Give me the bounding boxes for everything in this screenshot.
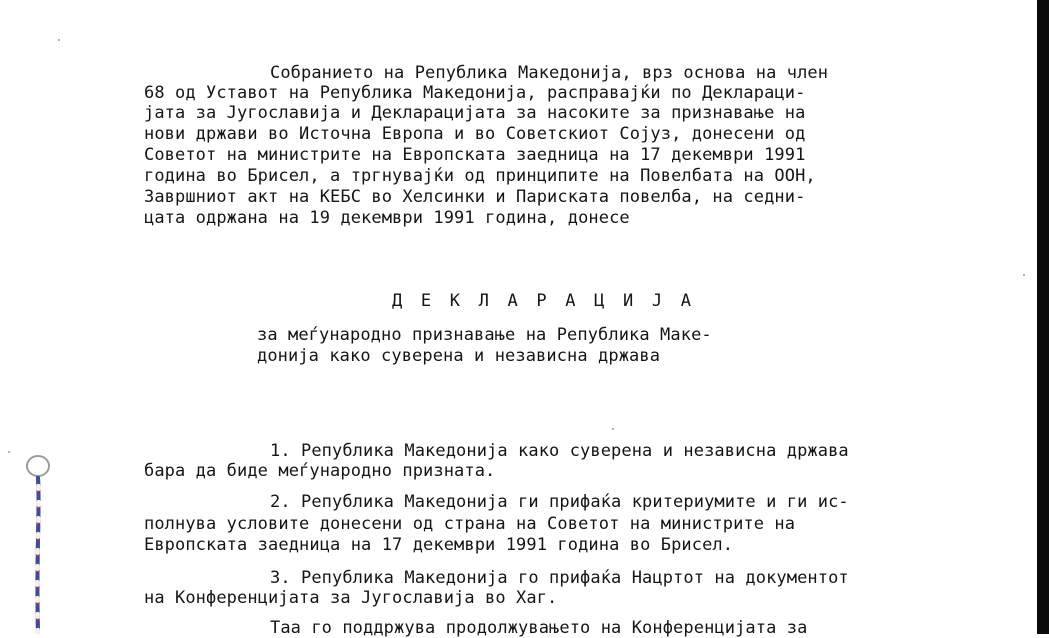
declaration-title: Д Е К Л А Р А Ц И Ј А	[392, 291, 696, 311]
preamble-line: Собранието на Република Македонија, врз основа на член	[270, 63, 829, 83]
point-line: полнува условите донесени од страна на Советот на министрите на	[144, 514, 796, 534]
declaration-subtitle: за меѓународно признавање на Република Маке-	[257, 325, 712, 345]
declaration-subtitle: донија како суверена и независна држава	[257, 346, 661, 366]
binding-cord-icon	[26, 452, 70, 634]
paper-speck	[612, 428, 614, 430]
point-line: Таа го поддржува продолжувањето на Конференцијата за	[270, 618, 808, 638]
paper-speck	[58, 39, 60, 41]
point-line: 3. Република Македонија го прифаќа Нацртот на документот	[270, 568, 849, 588]
preamble-line: Советот на министрите на Европската заедница на 17 декември 1991	[144, 145, 806, 165]
point-line: 1. Република Македонија како суверена и независна држава	[270, 441, 849, 461]
point-line: 2. Република Македонија ги прифаќа критериумите и ги ис-	[270, 492, 849, 512]
point-line: на Конференцијата за Југославија во Хаг.	[144, 588, 558, 608]
preamble-line: нови држави во Источна Европа и во Советскиот Сојуз, донесени од	[144, 124, 806, 144]
point-line: Европската заедница на 17 декември 1991 година во Брисел.	[144, 535, 734, 555]
paper-speck	[8, 451, 10, 453]
point-line: бара да биде меѓународно призната.	[144, 461, 496, 481]
preamble-line: 68 од Уставот на Република Македонија, расправајќи по Деклараци-	[144, 83, 806, 103]
preamble-line: јата за Југославија и Декларацијата за насоките за признавање на	[144, 103, 806, 123]
paper-speck	[1023, 274, 1025, 276]
scan-edge	[1037, 0, 1049, 634]
preamble-line: година во Брисел, а тргнувајќи од принципите на Повелбата на ООН,	[144, 166, 816, 186]
preamble-line: Завршниот акт на КЕБС во Хелсинки и Париската повелба, на седни-	[144, 187, 806, 207]
preamble-line: цата одржана на 19 декември 1991 година, донесе	[144, 208, 630, 228]
